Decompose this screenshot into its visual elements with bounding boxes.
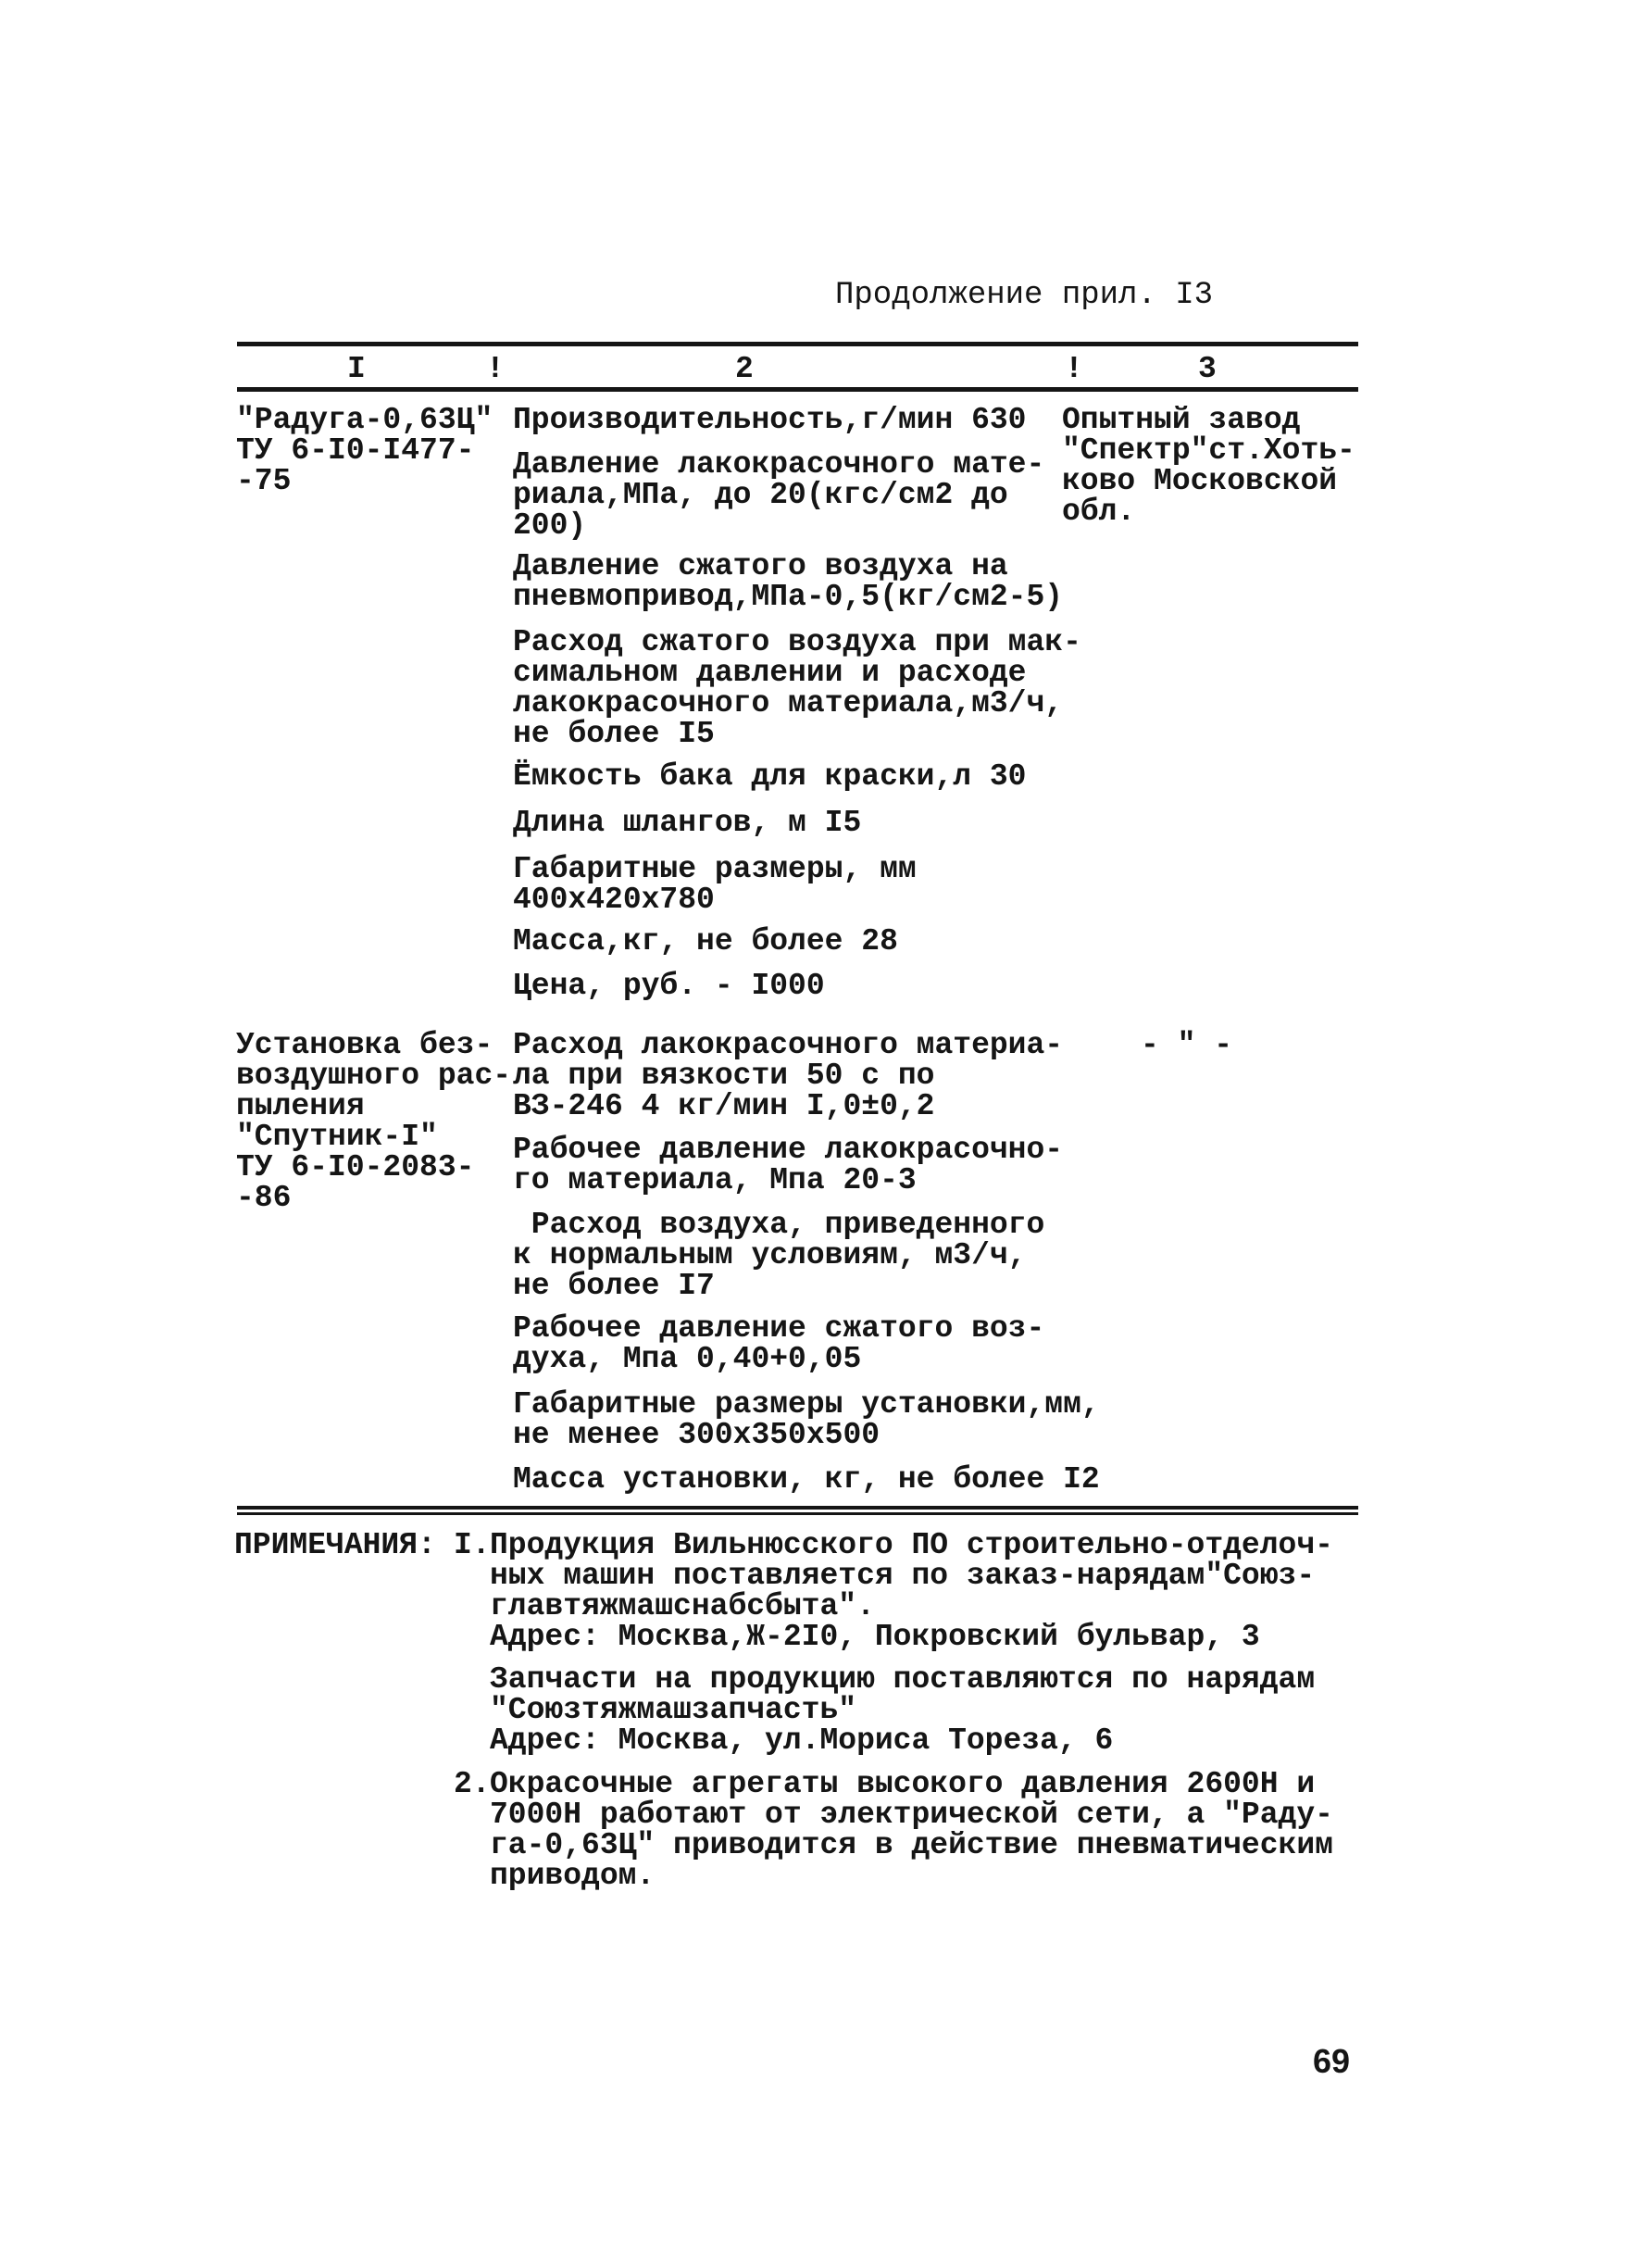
- text-line: Длина шлангов, м I5: [513, 806, 862, 840]
- text-line: Масса установки, кг, не более I2: [513, 1462, 1100, 1497]
- notes-label: ПРИМЕЧАНИЯ:: [234, 1528, 436, 1562]
- row-1-manufacturer: [1062, 405, 1355, 527]
- table-bottom-rule: [237, 1506, 1358, 1510]
- text-line: Давление лакокрасочного мате-: [513, 447, 1045, 482]
- row-1-spec: [513, 449, 1044, 541]
- text-line: го материала, Мпа 20-3: [513, 1163, 917, 1197]
- row-2-spec: [513, 1389, 1100, 1450]
- header-bottom-rule: [237, 387, 1358, 392]
- text-line: Опытный завод: [1062, 403, 1301, 437]
- text-line: духа, Мпа 0,40+0,05: [513, 1342, 862, 1376]
- column-header-3: 3: [1198, 352, 1217, 386]
- text-line: га-0,63Ц" приводится в действие пневматическим: [490, 1828, 1333, 1862]
- row-1-spec: [513, 808, 861, 838]
- text-line: обл.: [1062, 495, 1136, 529]
- text-line: Адрес: Москва, ул.Мориса Тореза, 6: [490, 1723, 1114, 1758]
- row-2-spec: [513, 1134, 1063, 1196]
- text-line: Расход сжатого воздуха при мак-: [513, 625, 1081, 659]
- row-1-spec: [513, 926, 898, 957]
- text-line: Давление сжатого воздуха на: [513, 549, 1008, 583]
- text-line: не более I5: [513, 717, 715, 751]
- row-2-spec: [513, 1030, 1063, 1121]
- continuation-header: Продолжение прил. I3: [835, 278, 1214, 313]
- text-line: -86: [236, 1181, 292, 1215]
- text-line: не более I7: [513, 1269, 715, 1303]
- text-line: лакокрасочного материала,м3/ч,: [513, 686, 1064, 720]
- text-line: -75: [236, 464, 292, 498]
- text-line: не менее 300х350х500: [513, 1418, 880, 1452]
- row-2-product-name: [236, 1030, 511, 1213]
- text-line: ла при вязкости 50 с по: [513, 1059, 935, 1093]
- text-line: "Спутник-I": [236, 1120, 438, 1154]
- text-line: ных машин поставляется по заказ-нарядам"Союз-: [490, 1559, 1316, 1593]
- text-line: Запчасти на продукцию поставляются по нарядам: [490, 1662, 1316, 1697]
- note-2-text: [490, 1769, 1333, 1891]
- text-line: Установка без-: [236, 1028, 493, 1062]
- row-1-spec: [513, 971, 825, 1001]
- text-line: Окрасочные агрегаты высокого давления 2600Н и: [490, 1767, 1316, 1801]
- row-1-spec: [513, 405, 1027, 435]
- text-line: Производительность,г/мин 630: [513, 403, 1027, 437]
- text-line: Масса,кг, не более 28: [513, 924, 898, 959]
- text-line: ВЗ-246 4 кг/мин I,0±0,2: [513, 1089, 935, 1123]
- text-line: Рабочее давление сжатого воз-: [513, 1311, 1045, 1346]
- text-line: Расход лакокрасочного материа-: [513, 1028, 1064, 1062]
- text-line: Габаритные размеры установки,мм,: [513, 1387, 1100, 1422]
- note-1-text: [490, 1530, 1333, 1652]
- note-1-spare-parts: [490, 1664, 1315, 1756]
- row-1-spec: [513, 854, 917, 915]
- page-number: 69: [1313, 2042, 1351, 2080]
- text-line: риала,МПа, до 20(кгс/см2 до: [513, 478, 1008, 512]
- text-line: Расход воздуха, приведенного: [513, 1208, 1045, 1242]
- text-line: Габаритные размеры, мм: [513, 852, 917, 886]
- text-line: 400х420х780: [513, 883, 715, 917]
- row-2-spec: [513, 1209, 1044, 1301]
- row-1-spec: [513, 761, 1027, 792]
- row-2-spec: [513, 1313, 1044, 1374]
- text-line: пыления: [236, 1089, 365, 1123]
- text-line: 200): [513, 508, 587, 543]
- text-line: "Союзтяжмашзапчасть": [490, 1693, 857, 1727]
- column-separator: !: [1065, 352, 1083, 386]
- column-header-1: I: [347, 352, 366, 386]
- text-line: Ёмкость бака для краски,л 30: [513, 759, 1027, 794]
- text-line: 7000Н работают от электрической сети, а "Раду-: [490, 1798, 1333, 1832]
- note-1-number: I.: [454, 1528, 491, 1562]
- text-line: "Радуга-0,63Ц": [236, 403, 493, 437]
- row-2-manufacturer-ditto: [1141, 1030, 1232, 1060]
- text-line: ково Московской: [1062, 464, 1338, 498]
- text-line: ТУ 6-I0-I477-: [236, 433, 475, 468]
- table-top-rule: [237, 342, 1358, 346]
- row-2-spec: [513, 1464, 1100, 1495]
- row-1-spec: [513, 551, 1063, 612]
- text-line: "Спектр"ст.Хоть-: [1062, 433, 1355, 468]
- text-line: к нормальным условиям, м3/ч,: [513, 1238, 1027, 1272]
- text-line: симальном давлении и расходе: [513, 656, 1027, 690]
- text-line: - " -: [1141, 1028, 1233, 1062]
- text-line: Адрес: Москва,Ж-2I0, Покровский бульвар, 3: [490, 1620, 1260, 1654]
- text-line: Рабочее давление лакокрасочно-: [513, 1133, 1064, 1167]
- table-bottom-rule: [237, 1512, 1358, 1515]
- text-line: главтяжмашснабсбыта".: [490, 1589, 875, 1623]
- text-line: приводом.: [490, 1859, 656, 1893]
- column-header-2: 2: [735, 352, 754, 386]
- column-separator: !: [486, 352, 505, 386]
- text-line: Продукция Вильнюсского ПО строительно-отделоч-: [490, 1528, 1333, 1562]
- row-1-spec: [513, 627, 1081, 749]
- note-2-number: 2.: [454, 1767, 491, 1801]
- text-line: ТУ 6-I0-2083-: [236, 1150, 475, 1184]
- text-line: пневмопривод,МПа-0,5(кг/см2-5): [513, 580, 1064, 614]
- text-line: Цена, руб. - I000: [513, 969, 825, 1003]
- row-1-product-name: [236, 405, 493, 496]
- text-line: воздушного рас-: [236, 1059, 512, 1093]
